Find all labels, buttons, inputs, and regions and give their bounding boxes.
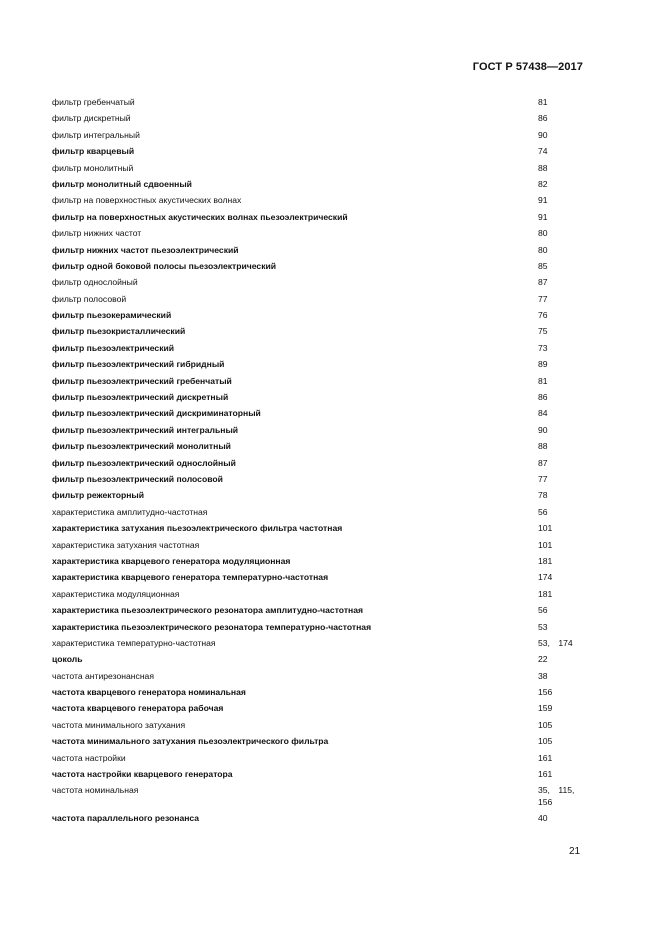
index-pages: 38 <box>538 670 548 681</box>
index-term: фильтр пьезоэлектрический гибридный <box>52 359 225 370</box>
index-term: фильтр одной боковой полосы пьезоэлектрический <box>52 260 277 271</box>
index-entry <box>52 162 588 178</box>
index-term: частота настройки кварцевого генератора <box>52 769 233 780</box>
index-pages: 78 <box>538 490 548 501</box>
index-term: характеристика амплитудно-частотная <box>52 506 208 517</box>
index-entry <box>52 194 588 210</box>
index-term: характеристика модуляционная <box>52 588 180 599</box>
index-entry <box>52 506 588 522</box>
index-pages: 73 <box>538 342 548 353</box>
index-entry <box>52 555 588 571</box>
index-entry <box>52 768 588 784</box>
index-pages: 88 <box>538 441 548 452</box>
index-term: характеристика кварцевого генератора температурно-частотная <box>52 572 329 583</box>
index-entry <box>52 325 588 341</box>
index-pages: 105 <box>538 736 553 747</box>
index-entry <box>52 752 588 768</box>
index-pages: 81 <box>538 375 548 386</box>
index-term: фильтр пьезоэлектрический дискриминаторный <box>52 408 261 419</box>
index-entry <box>52 211 588 227</box>
subject-index-list <box>52 96 588 829</box>
index-term: частота кварцевого генератора рабочая <box>52 703 224 714</box>
index-term: фильтр пьезоэлектрический полосовой <box>52 473 223 484</box>
index-entry <box>52 489 588 505</box>
index-pages: 86 <box>538 392 548 403</box>
index-pages: 181 <box>538 555 553 566</box>
index-pages: 76 <box>538 310 548 321</box>
index-term: частота минимального затухания <box>52 719 186 730</box>
index-pages: 84 <box>538 408 548 419</box>
index-pages: 53 <box>538 621 548 632</box>
index-pages: 91 <box>538 211 548 222</box>
index-pages: 56 <box>538 605 548 616</box>
index-pages: 101 <box>538 523 553 534</box>
index-term: характеристика пьезоэлектрического резонатора температурно-частотная <box>52 621 372 632</box>
index-pages: 53, 174 <box>538 637 573 648</box>
index-entry <box>52 309 588 325</box>
index-pages: 90 <box>538 129 548 140</box>
index-entry <box>52 178 588 194</box>
index-pages: 74 <box>538 146 548 157</box>
index-term: фильтр пьезоэлектрический дискретный <box>52 392 229 403</box>
index-entry <box>52 129 588 145</box>
index-pages: 87 <box>538 457 548 468</box>
index-entry <box>52 407 588 423</box>
index-pages: 81 <box>538 97 548 107</box>
index-entry <box>52 588 588 604</box>
index-pages: 75 <box>538 326 548 337</box>
index-entry <box>52 637 588 653</box>
index-entry <box>52 473 588 489</box>
index-term: фильтр нижних частот <box>52 228 142 239</box>
index-entry <box>52 145 588 161</box>
document-code: ГОСТ Р 57438—2017 <box>472 61 583 73</box>
index-term: фильтр однослойный <box>52 277 138 288</box>
index-entry <box>52 604 588 620</box>
index-pages: 174 <box>538 572 553 583</box>
index-entry <box>52 702 588 718</box>
index-pages: 159 <box>538 703 553 714</box>
index-entry <box>52 653 588 669</box>
index-entry <box>52 96 588 112</box>
index-entry <box>52 621 588 637</box>
index-pages: 56 <box>538 506 548 517</box>
index-entry <box>52 293 588 309</box>
index-entry <box>52 571 588 587</box>
index-entry <box>52 260 588 276</box>
index-entry <box>52 375 588 391</box>
index-term: характеристика затухания частотная <box>52 539 200 550</box>
index-term: фильтр нижних частот пьезоэлектрический <box>52 244 239 255</box>
index-term: фильтр пьезокристаллический <box>52 326 186 337</box>
index-entry <box>52 244 588 260</box>
index-pages: 91 <box>538 195 548 206</box>
index-pages: 181 <box>538 588 553 599</box>
index-pages: 85 <box>538 260 548 271</box>
index-term: фильтр гребенчатый <box>52 97 135 107</box>
index-term: характеристика затухания пьезоэлектрического фильтра частотная <box>52 523 343 534</box>
index-term: фильтр пьезокерамический <box>52 310 172 321</box>
index-term: цоколь <box>52 654 83 665</box>
index-pages: 86 <box>538 113 548 124</box>
index-pages: 77 <box>538 293 548 304</box>
index-term: фильтр режекторный <box>52 490 145 501</box>
index-term: характеристика кварцевого генератора модуляционная <box>52 555 291 566</box>
index-term: фильтр на поверхностных акустических волнах <box>52 195 242 206</box>
index-pages: 156 <box>538 687 553 698</box>
index-pages: 40 <box>538 813 548 824</box>
index-entry <box>52 784 588 812</box>
index-term: частота минимального затухания пьезоэлектрического фильтра <box>52 736 329 747</box>
index-term: фильтр полосовой <box>52 293 127 304</box>
index-term: частота антирезонансная <box>52 670 154 681</box>
index-pages: 89 <box>538 359 548 370</box>
index-pages: 105 <box>538 719 553 730</box>
index-entry <box>52 719 588 735</box>
index-pages: 80 <box>538 228 548 239</box>
page-number: 21 <box>569 846 581 857</box>
index-entry <box>52 539 588 555</box>
index-pages: 90 <box>538 424 548 435</box>
index-pages: 87 <box>538 277 548 288</box>
index-term: фильтр дискретный <box>52 113 131 124</box>
index-term: фильтр монолитный сдвоенный <box>52 178 192 189</box>
index-entry <box>52 276 588 292</box>
index-entry <box>52 457 588 473</box>
index-term: фильтр кварцевый <box>52 146 135 157</box>
index-entry <box>52 342 588 358</box>
index-entry <box>52 686 588 702</box>
index-pages: 77 <box>538 473 548 484</box>
index-term: фильтр пьезоэлектрический <box>52 342 175 353</box>
index-term: фильтр пьезоэлектрический гребенчатый <box>52 375 232 386</box>
index-entry <box>52 227 588 243</box>
index-entry <box>52 424 588 440</box>
index-pages: 82 <box>538 178 548 189</box>
index-pages: 101 <box>538 539 553 550</box>
index-entry <box>52 391 588 407</box>
index-term: частота параллельного резонанса <box>52 813 200 824</box>
index-entry <box>52 440 588 456</box>
index-entry <box>52 812 588 828</box>
index-term: характеристика пьезоэлектрического резонатора амплитудно-частотная <box>52 605 364 616</box>
index-term: характеристика температурно-частотная <box>52 637 216 648</box>
index-pages: 80 <box>538 244 548 255</box>
index-term: фильтр интегральный <box>52 129 140 140</box>
index-term: фильтр пьезоэлектрический интегральный <box>52 424 239 435</box>
index-pages: 161 <box>538 752 553 763</box>
index-entry <box>52 358 588 374</box>
index-entry <box>52 112 588 128</box>
index-term: фильтр на поверхностных акустических волнах пьезоэлектрический <box>52 211 348 222</box>
index-entry <box>52 522 588 538</box>
index-entry <box>52 735 588 751</box>
index-term: фильтр пьезоэлектрический монолитный <box>52 441 231 452</box>
index-term: фильтр пьезоэлектрический однослойный <box>52 457 236 468</box>
index-term: частота кварцевого генератора номинальная <box>52 687 246 698</box>
index-pages: 22 <box>538 654 548 665</box>
index-pages: 35, 115, 156 <box>538 785 575 808</box>
index-term: частота номинальная <box>52 785 139 796</box>
index-pages: 161 <box>538 769 553 780</box>
index-pages: 88 <box>538 162 548 173</box>
index-entry <box>52 670 588 686</box>
index-term: фильтр монолитный <box>52 162 134 173</box>
index-term: частота настройки <box>52 752 126 763</box>
